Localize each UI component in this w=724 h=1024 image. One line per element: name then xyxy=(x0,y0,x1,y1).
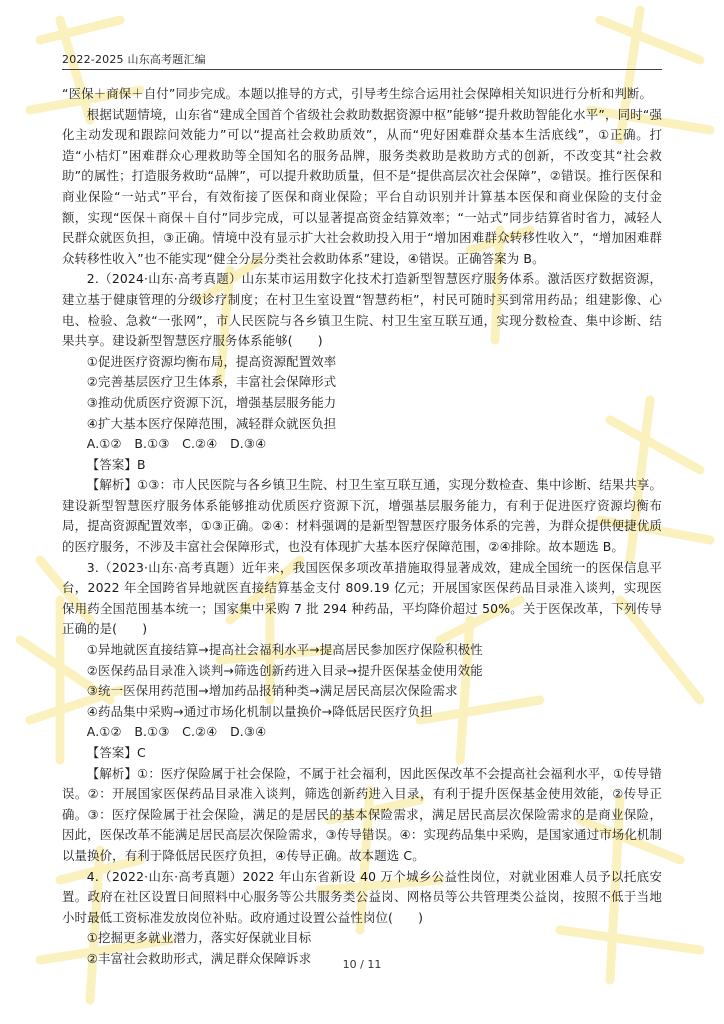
option: ①促进医疗资源均衡布局，提高资源配置效率 xyxy=(86,353,337,369)
option: ②完善基层医疗卫生体系，丰富社会保障形式 xyxy=(86,374,337,390)
page-number: 10 / 11 xyxy=(342,958,382,971)
paragraph: “医保＋商保＋自付”同步完成。本题以推导的方式，引导考生综合运用社会保障相关知识进行分析和判断。 xyxy=(62,86,653,101)
analysis: 【解析】①：医疗保险属于社会保险，不属于社会福利，因此医保改革不会提高社会福利水平，①传导错误。②：开展国家医保药品目录准入谈判，筛选创新药进入目录，有利于提升医保基金使用效能，②传导正确。③：医疗保险属于社会保险，满足的是居民的基本保险需求，满足居民高层次保险需求的是商业保险，因此，医保改革不能满足居民高层次保险需求，③传导错误。④：实现药品集中采购，是国家通过市场化机制以量换价，有利于降低居民医疗负担，④传导正确。故本题选 C。 xyxy=(62,765,662,863)
answer: 【答案】B xyxy=(86,456,146,472)
choices: A.①② B.①③ C.②④ D.③④ xyxy=(86,436,267,452)
question-4: 4.（2022·山东·高考真题）2022 年山东省新设 40 万个城乡公益性岗位，对就业困难人员予以托底安置。政府在社区设置日间照料中心服务等公共服务类公益岗、网格员等公共管理类公益岗，按照不低于当地小时最低工资标准发放岗位补贴。政府通过设置公益性岗位( ) xyxy=(62,868,662,925)
option: ④药品集中采购→通过市场化机制以量换价→降低居民医疗负担 xyxy=(86,703,433,719)
analysis: 【解析】①③：市人民医院与各乡镇卫生院、村卫生室互联互通，实现分数检查、集中诊断、结果共享。建设新型智慧医疗服务体系能够推动优质医疗资源下沉，增强基层服务能力，有利于促进医疗资源均衡布局，提高资源配置效率，①③正确。②④：材料强调的是新型智慧医疗服务体系的完善，为群众提供便捷优质的医疗服务，不涉及丰富社会保障形式，也没有体现扩大基本医疗保障范围，②④排除。故本题选 B。 xyxy=(62,477,662,555)
option: ④扩大基本医疗保障范围，减轻群众就医负担 xyxy=(86,415,337,431)
option: ③统一医保用药范围→增加药品报销种类→满足居民高层次保险需求 xyxy=(86,683,458,699)
choices: A.①② B.①③ C.②④ D.③④ xyxy=(86,724,267,740)
question-3: 3.（2023·山东·高考真题）近年来，我国医保多项改革措施取得显著成效，建成全国统一的医保信息平台，2022 年全国跨省异地就医直接结算基金支付 809.19 亿元；开展国家医保药品目录准入谈判，实现医保用药全国范围基本统一；国家集中采购 7 批 294 种药品，平均降价超过 50%。关于医保改革，下列传导正确的是( ) xyxy=(62,559,662,637)
option: ②丰富社会救助形式，满足群众保障诉求 xyxy=(86,950,312,966)
option: ①异地就医直接结算→提高社会福利水平→提高居民参加医疗保险积极性 xyxy=(86,642,483,658)
page-header: 2022-2025 山东高考题汇编 xyxy=(62,53,206,66)
document-body xyxy=(62,84,662,970)
paragraph: 根据试题情境，山东省“建成全国首个省级社会救助数据资源中枢”能够“提升救助智能化水平”，同时“强化主动发现和跟踪问效能力”可以“提高社会救助质效”，从而“兜好困难群众基本生活底线”，①正确。打造“小桔灯”困难群众心理救助等全国知名的服务品牌，服务类救助是救助方式的创新，不改变其“社会救助”的属性；打造服务救助“品牌”，可以提升救助质量，但不是“提供高层次社会保障”，②错误。推行医保和商业保险“一站式”平台，有效衔接了医保和商业保险；平台自动识别并计算基本医保和商业保险的支付金额，实现“医保＋商保＋自付”同步完成，可以显著提高资金结算效率；“一站式”同步结算省时省力，减轻人民群众就医负担，③正确。情境中没有显示扩大社会救助投入用于“增加困难群众转移性收入”，“增加困难群众转移性收入”也不能实现“健全分层分类社会救助体系”建设，④错误。正确答案为 B。 xyxy=(62,106,662,266)
header-divider xyxy=(62,69,662,70)
option: ②医保药品目录准入谈判→筛选创新药进入目录→提升医保基金使用效能 xyxy=(86,662,483,678)
question-2: 2.（2024·山东·高考真题）山东某市运用数字化技术打造新型智慧医疗服务体系。激活医疗数据资源，建立基于健康管理的分级诊疗制度；在村卫生室设置“智慧药柜”，村民可随时买到常用药品；组建影像、心电、检验、急救“一张网”，市人民医院与各乡镇卫生院、村卫生室互联互通，实现分数检查、集中诊断、结果共享。建设新型智慧医疗服务体系能够( ) xyxy=(62,271,662,349)
option: ①挖掘更多就业潜力，落实好保就业目标 xyxy=(86,930,312,946)
option: ③推动优质医疗资源下沉，增强基层服务能力 xyxy=(86,394,337,410)
answer: 【答案】C xyxy=(86,745,146,760)
